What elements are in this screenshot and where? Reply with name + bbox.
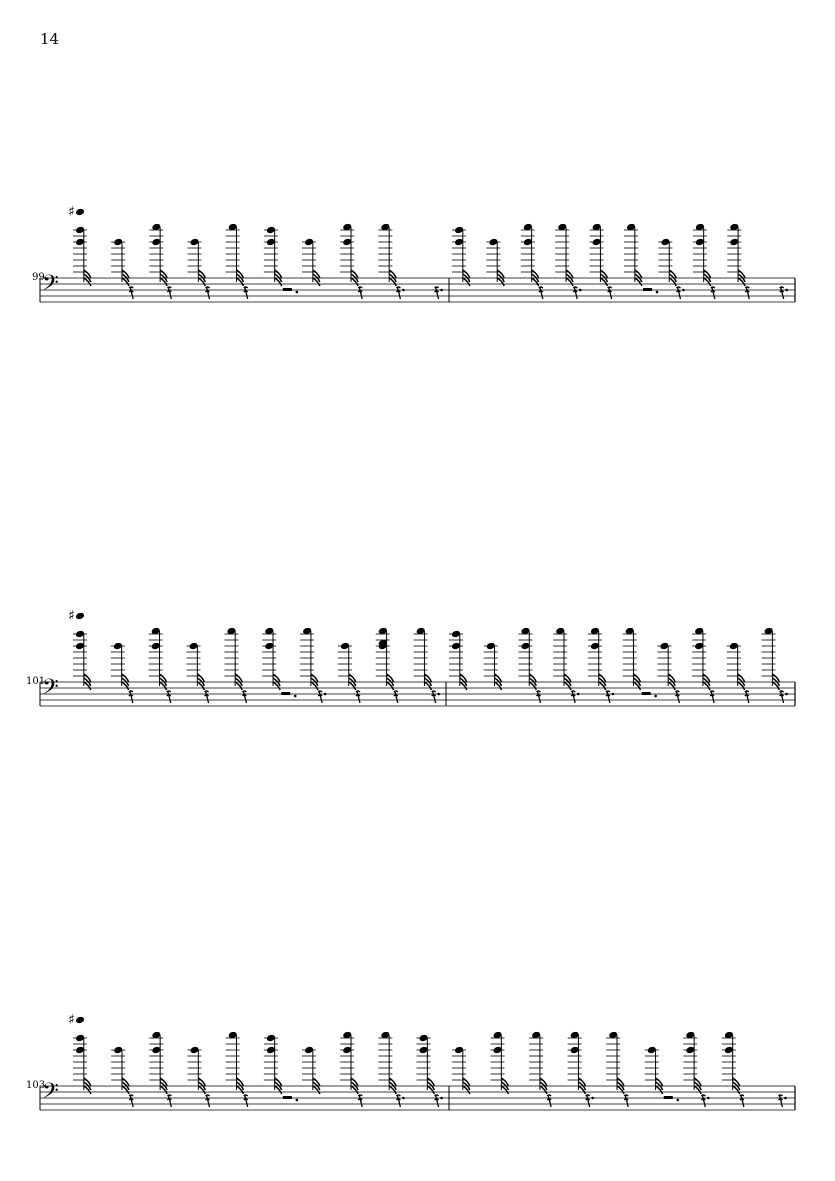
- sixteenth-rest: [358, 287, 362, 299]
- sixteenth-rest: [129, 691, 133, 703]
- notehead: [75, 1016, 85, 1025]
- sixteenth-rest: [536, 691, 540, 703]
- sixteenth-rest: [780, 691, 784, 703]
- sixteenth-rest: [167, 691, 171, 703]
- sixteenth-rest: [711, 287, 715, 299]
- rest-dot: [296, 1099, 299, 1102]
- rest-bar: [281, 692, 290, 695]
- sixteenth-rest: [675, 691, 679, 703]
- rest-dot: [784, 1097, 787, 1100]
- sixteenth-rest: [396, 287, 400, 299]
- rest-dot: [294, 695, 297, 698]
- notehead: [75, 208, 85, 217]
- rest-dot: [402, 289, 405, 292]
- rest-dot: [654, 695, 657, 698]
- measure-number: 99: [32, 272, 45, 283]
- bass-clef: 𝄢: [42, 675, 59, 705]
- sixteenth-rest: [571, 691, 575, 703]
- rest-dot: [440, 1097, 443, 1100]
- sixteenth-rest: [745, 691, 749, 703]
- bass-clef: 𝄢: [42, 271, 59, 301]
- rest-dot: [785, 693, 788, 696]
- rest-dot: [682, 289, 685, 292]
- rest-dot: [577, 693, 580, 696]
- page-number: 14: [40, 30, 60, 48]
- sixteenth-rest: [608, 287, 612, 299]
- bass-clef: 𝄢: [42, 1079, 59, 1109]
- sixteenth-rest: [676, 287, 680, 299]
- sixteenth-rest: [710, 691, 714, 703]
- rest-dot: [707, 1097, 710, 1100]
- rest-dot: [324, 693, 327, 696]
- rest-dot: [785, 289, 788, 292]
- rest-dot: [591, 1097, 594, 1100]
- sixteenth-rest: [244, 287, 248, 299]
- sixteenth-rest: [396, 1095, 400, 1107]
- sixteenth-rest: [586, 1095, 590, 1107]
- sixteenth-rest: [167, 287, 171, 299]
- sixteenth-rest: [740, 1095, 744, 1107]
- sixteenth-rest: [167, 1095, 171, 1107]
- sixteenth-rest: [539, 287, 543, 299]
- rest-bar: [642, 692, 651, 695]
- notehead: [75, 612, 85, 621]
- rest-bar: [283, 1096, 292, 1099]
- rest-dot: [437, 693, 440, 696]
- sharp-accidental: ♯: [68, 608, 75, 624]
- sixteenth-rest: [547, 1095, 551, 1107]
- sixteenth-rest: [778, 1095, 782, 1107]
- rest-dot: [402, 1097, 405, 1100]
- sixteenth-rest: [606, 691, 610, 703]
- sixteenth-rest: [701, 1095, 705, 1107]
- sharp-accidental: ♯: [68, 204, 75, 220]
- sixteenth-rest: [318, 691, 322, 703]
- rest-bar: [643, 288, 652, 291]
- rest-dot: [612, 693, 615, 696]
- sixteenth-rest: [394, 691, 398, 703]
- sixteenth-rest: [435, 1095, 439, 1107]
- measure-number: 101: [26, 676, 46, 687]
- sixteenth-rest: [780, 287, 784, 299]
- rest-bar: [664, 1096, 673, 1099]
- sixteenth-rest: [358, 1095, 362, 1107]
- sixteenth-rest: [242, 691, 246, 703]
- sixteenth-rest: [432, 691, 436, 703]
- rest-dot: [676, 1099, 679, 1102]
- sharp-accidental: ♯: [68, 1012, 75, 1028]
- sixteenth-rest: [129, 287, 133, 299]
- rest-dot: [656, 291, 659, 294]
- sixteenth-rest: [244, 1095, 248, 1107]
- sixteenth-rest: [356, 691, 360, 703]
- sixteenth-rest: [129, 1095, 133, 1107]
- sixteenth-rest: [206, 287, 210, 299]
- sixteenth-rest: [206, 1095, 210, 1107]
- rest-dot: [296, 291, 299, 294]
- rest-dot: [440, 289, 443, 292]
- rest-dot: [579, 289, 582, 292]
- sixteenth-rest: [573, 287, 577, 299]
- sixteenth-rest: [435, 287, 439, 299]
- sixteenth-rest: [624, 1095, 628, 1107]
- measure-number: 103: [26, 1080, 46, 1091]
- rest-bar: [283, 288, 292, 291]
- sixteenth-rest: [205, 691, 209, 703]
- sixteenth-rest: [745, 287, 749, 299]
